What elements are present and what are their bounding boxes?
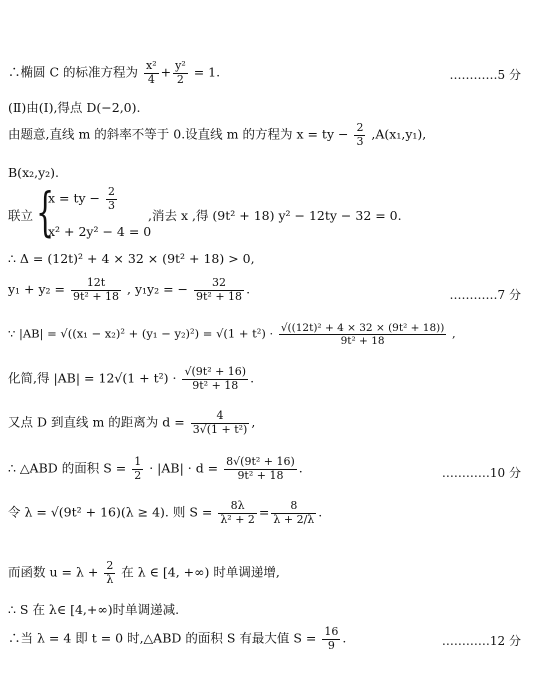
- brace-symbol: {: [36, 183, 55, 243]
- text-l13-b: 在 λ ∈ [4, +∞) 时单调递增,: [121, 564, 280, 580]
- text-l15-a: ∴当 λ = 4 即 t = 0 时,△ABD 的面积 S 有最大值 S =: [8, 630, 317, 646]
- line-6: [8, 251, 521, 266]
- frac-prod-y: $\frac{32}{\text{9t² + 18}}$: [196, 276, 243, 303]
- text-l14: ∴ S 在 λ∈ [4,+∞)时单调递减.: [8, 602, 180, 617]
- frac-s-lambda-2: $\frac{8}{\lambda + 2/\lambda}$: [273, 499, 315, 526]
- frac-area: $\frac{\text{8√(9t² + 16)}}{\text{9t² + 18}}$: [226, 455, 295, 482]
- line-5-tail: [148, 206, 521, 224]
- line-10: 又点 D 到直线 m 的距离为 d = $\frac{4}{\text{3√(1 + t²)}}$ ,: [8, 409, 256, 436]
- line-8: [8, 322, 521, 347]
- text-l6: ∴ Δ = (12t)² + 4 × 32 × (9t² + 18) > 0,: [8, 251, 255, 266]
- line-15: ∴当 λ = 4 即 t = 0 时,△ABD 的面积 S 有最大值 S = $\frac{16}{9}$ .: [8, 625, 347, 652]
- score-12: …………12 分: [441, 634, 521, 648]
- line-7: y₁ + y₂ = $\frac{12t}{\text{9t² + 18}}$ , y₁y₂ = − $\frac{32}{\text{9t² + 18}}$ .: [8, 276, 251, 303]
- frac-x2-4: $\frac{\text{x²}}{4}$: [146, 59, 157, 86]
- text-l2: (Ⅱ)由(Ⅰ),得点 D(−2,0).: [8, 100, 141, 115]
- text-l7-a: y₁ + y₂ =: [8, 281, 66, 297]
- frac-two-thirds-2: $\frac{2}{3}$: [108, 185, 115, 212]
- text-l5-prefix: 联立: [8, 208, 34, 223]
- text-l3-tail: ,A(x₁,y₁),: [371, 126, 427, 142]
- text-l10-a: 又点 D 到直线 m 的距离为 d =: [8, 414, 185, 430]
- text-l8-a: ∵ |AB| = √((x₁ − x₂)² + (y₁ − y₂)²) = √(1 + t²) ·: [8, 326, 274, 341]
- text-l9-a: 化简,得 |AB| = 12√(1 + t²) ·: [8, 370, 177, 386]
- line-9: 化简,得 |AB| = 12√(1 + t²) · $\frac{\text{√(9t² + 16)}}{\text{9t² + 18}}$ .: [8, 365, 255, 392]
- line-4: [8, 165, 521, 180]
- text-l11-a: ∴ △ABD 的面积 S =: [8, 460, 127, 476]
- frac-two-over-lambda: $\frac{2}{\lambda}$: [106, 559, 114, 586]
- frac-two-thirds: $\frac{2}{3}$: [356, 121, 364, 148]
- frac-dist: $\frac{4}{\text{3√(1 + t²)}}$: [192, 409, 248, 436]
- score-10: …………10 分: [441, 466, 521, 480]
- frac-half: $\frac{1}{2}$: [134, 455, 142, 482]
- line-12: 令 λ = √(9t² + 16)(λ ≥ 4). 则 S = $\frac{8\lambda}{\text{λ² + 2}}$ = $\frac{8}{\lambda + 2/\lambda}$ .: [8, 499, 323, 526]
- text-l4: B(x₂,y₂).: [8, 165, 60, 180]
- line-14: [8, 600, 521, 618]
- text-l7-b: , y₁y₂ = −: [127, 281, 189, 297]
- line-13: [8, 560, 521, 586]
- frac-y2-2: $\frac{\text{y²}}{2}$: [175, 59, 186, 86]
- score-7: …………7 分: [449, 288, 521, 302]
- equation-system: [36, 183, 152, 243]
- system-eq-2: x² + 2y² − 4 = 0: [48, 224, 152, 239]
- text-l1-eq: = 1.: [193, 64, 221, 80]
- text-l11-b: · |AB| · d =: [149, 460, 219, 476]
- text-l13-a: 而函数 u = λ +: [8, 564, 99, 580]
- line-2: [8, 98, 521, 116]
- frac-s-lambda: $\frac{8\lambda}{\text{λ² + 2}}$: [220, 499, 255, 526]
- frac-ab-simpl: $\frac{\text{√(9t² + 16)}}{\text{9t² + 18}}$: [184, 365, 247, 392]
- line-11: ∴ △ABD 的面积 S = $\frac{1}{2}$ · |AB| · d = $\frac{\text{8√(9t² + 16)}}{\text{9t² + 18}}$ .: [8, 455, 303, 482]
- frac-sum-y: $\frac{12t}{\text{9t² + 18}}$: [73, 276, 120, 303]
- text-l5-tail: ,消去 x ,得 (9t² + 18) y² − 12ty − 32 = 0.: [148, 208, 402, 223]
- system-eq-1: x = ty − $\frac{2}{3}$: [48, 185, 115, 212]
- line-3: [8, 122, 521, 148]
- frac-max: $\frac{16}{9}$: [324, 625, 339, 652]
- text-l3: 由题意,直线 m 的斜率不等于 0.设直线 m 的方程为 x = ty −: [8, 126, 349, 142]
- line-1: ∴椭圆 C 的标准方程为 $\frac{\text{x²}}{4}$ + $\frac{\text{y²}}{2}$ = 1.: [8, 59, 221, 86]
- text-l12-a: 令 λ = √(9t² + 16)(λ ≥ 4). 则 S =: [8, 504, 213, 520]
- score-5: …………5 分: [449, 68, 521, 82]
- text-l8-tail: ,: [451, 326, 456, 341]
- frac-ab-root: $\frac{\text{√((12t)² + 4 × 32 × (9t² + 18))}}{\text{9t² + 18}}$: [280, 322, 445, 348]
- text-l1: ∴椭圆 C 的标准方程为: [8, 64, 139, 80]
